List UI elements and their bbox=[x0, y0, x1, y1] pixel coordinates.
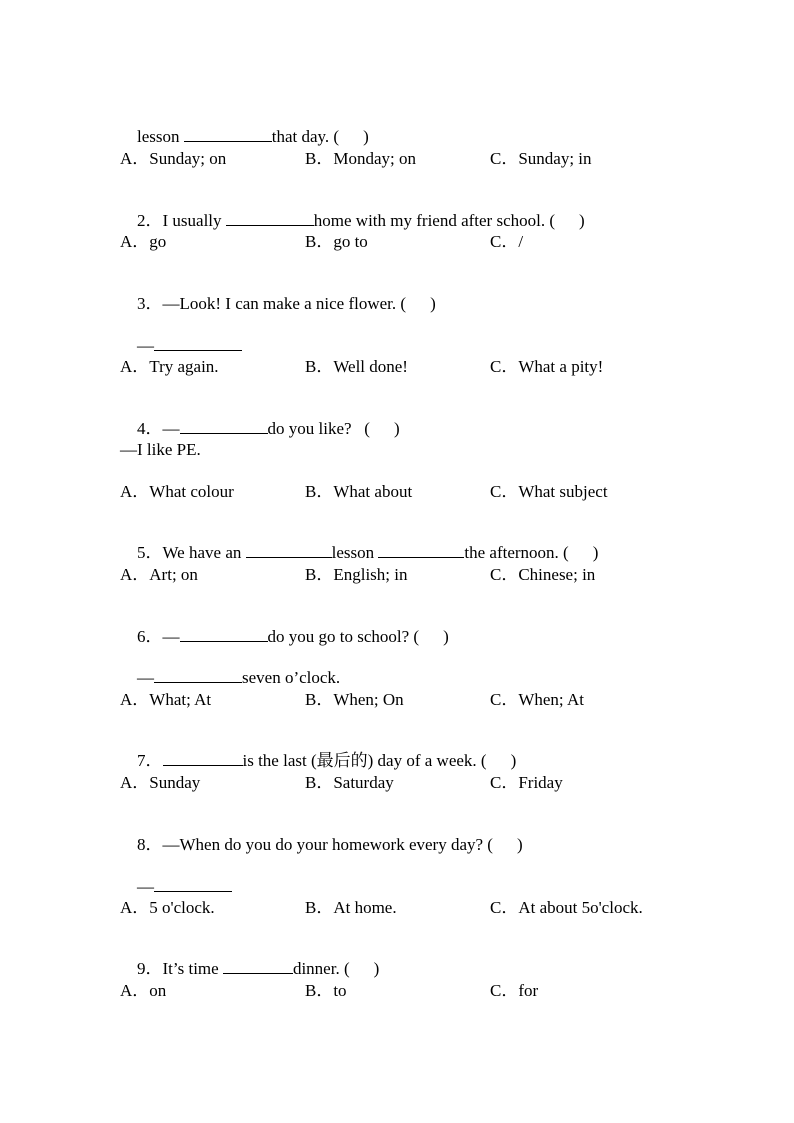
q2-paren-close: ) bbox=[579, 211, 585, 230]
q4-blank bbox=[180, 419, 268, 434]
q8-option-c: C．At about 5o'clock. bbox=[490, 898, 643, 917]
q7-blank bbox=[163, 751, 243, 766]
q6-blank-2 bbox=[154, 668, 242, 683]
q9-option-a: A．on bbox=[120, 981, 167, 1000]
q1-option-a: A．Sunday; on bbox=[120, 149, 227, 168]
q7-text-b: is the last (最后的) day of a week. ( bbox=[242, 751, 487, 770]
q4-text-b: do you like? ( bbox=[267, 419, 370, 438]
q9-blank bbox=[223, 959, 293, 974]
q3-blank bbox=[154, 336, 242, 351]
q2-text-a: 2．I usually bbox=[137, 211, 226, 230]
q2-option-a: A．go bbox=[120, 232, 167, 251]
q1-option-c: C．Sunday; in bbox=[490, 149, 592, 168]
q6-paren-close: ) bbox=[443, 627, 449, 646]
q3-text-a: 3．—Look! I can make a nice flower. ( bbox=[137, 294, 407, 313]
q8-paren-close: ) bbox=[516, 835, 523, 854]
q5-option-a: A．Art; on bbox=[120, 565, 198, 584]
q5-option-c: C．Chinese; in bbox=[490, 565, 596, 584]
q3-option-a: A．Try again. bbox=[120, 357, 219, 376]
q8-option-b: B．At home. bbox=[305, 898, 397, 917]
q9-option-c: C．for bbox=[490, 981, 539, 1000]
q5-text-d: the afternoon. ( bbox=[464, 543, 569, 562]
q5-option-b: B．English; in bbox=[305, 565, 408, 584]
q9-paren-close: ) bbox=[373, 959, 380, 978]
q6-text-b: do you go to school? ( bbox=[267, 627, 420, 646]
q8-blank bbox=[154, 877, 232, 892]
q6-text-a: 6．— bbox=[137, 627, 180, 646]
q8-answer-dash: — bbox=[137, 877, 154, 896]
q1-paren-close: ) bbox=[363, 127, 369, 146]
q3-option-b: B．Well done! bbox=[305, 357, 408, 376]
q3-paren-close: ) bbox=[430, 294, 436, 313]
q7-option-c: C．Friday bbox=[490, 773, 563, 792]
q8-text-a: 8．—When do you do your homework every day? ( bbox=[137, 835, 493, 854]
q6-reply-dash: — bbox=[137, 668, 154, 687]
q5-paren-close: ) bbox=[592, 543, 599, 562]
q6-blank-1 bbox=[180, 627, 268, 642]
q9-option-b: B．to bbox=[305, 981, 347, 1000]
q2-text-b: home with my friend after school. ( bbox=[313, 211, 556, 230]
q4-text-a: 4．— bbox=[137, 419, 180, 438]
q2-option-b: B．go to bbox=[305, 232, 368, 251]
q9-text-a: 9．It’s time bbox=[137, 959, 223, 978]
q2-option-c: C．/ bbox=[490, 232, 524, 251]
q5-blank-2 bbox=[378, 543, 464, 558]
q4-option-b: B．What about bbox=[305, 482, 413, 501]
q6-reply-text: seven o’clock. bbox=[242, 668, 341, 687]
q7-option-b: B．Saturday bbox=[305, 773, 394, 792]
q2-blank bbox=[226, 211, 314, 226]
q8-option-a: A．5 o'clock. bbox=[120, 898, 215, 917]
q7-paren-close: ) bbox=[510, 751, 517, 770]
q6-option-b: B．When; On bbox=[305, 690, 404, 709]
q3-answer-dash: — bbox=[137, 336, 154, 355]
q5-blank-1 bbox=[246, 543, 332, 558]
q5-text-b: lesson bbox=[331, 543, 379, 562]
q9-text-b: dinner. ( bbox=[292, 959, 350, 978]
q1-option-b: B．Monday; on bbox=[305, 149, 416, 168]
q7-option-a: A．Sunday bbox=[120, 773, 201, 792]
q6-option-c: C．When; At bbox=[490, 690, 584, 709]
q4-option-c: C．What subject bbox=[490, 482, 608, 501]
q4-paren-close: ) bbox=[393, 419, 400, 438]
q1-text-b: that day. ( bbox=[271, 127, 340, 146]
question-4-reply: —I like PE. bbox=[120, 440, 201, 459]
q1-blank bbox=[184, 127, 272, 142]
q1-text-a: lesson bbox=[137, 127, 184, 146]
q3-option-c: C．What a pity! bbox=[490, 357, 604, 376]
q5-text-a: 5．We have an bbox=[137, 543, 246, 562]
q4-option-a: A．What colour bbox=[120, 482, 234, 501]
q7-text-a: 7． bbox=[137, 751, 163, 770]
q6-option-a: A．What; At bbox=[120, 690, 212, 709]
